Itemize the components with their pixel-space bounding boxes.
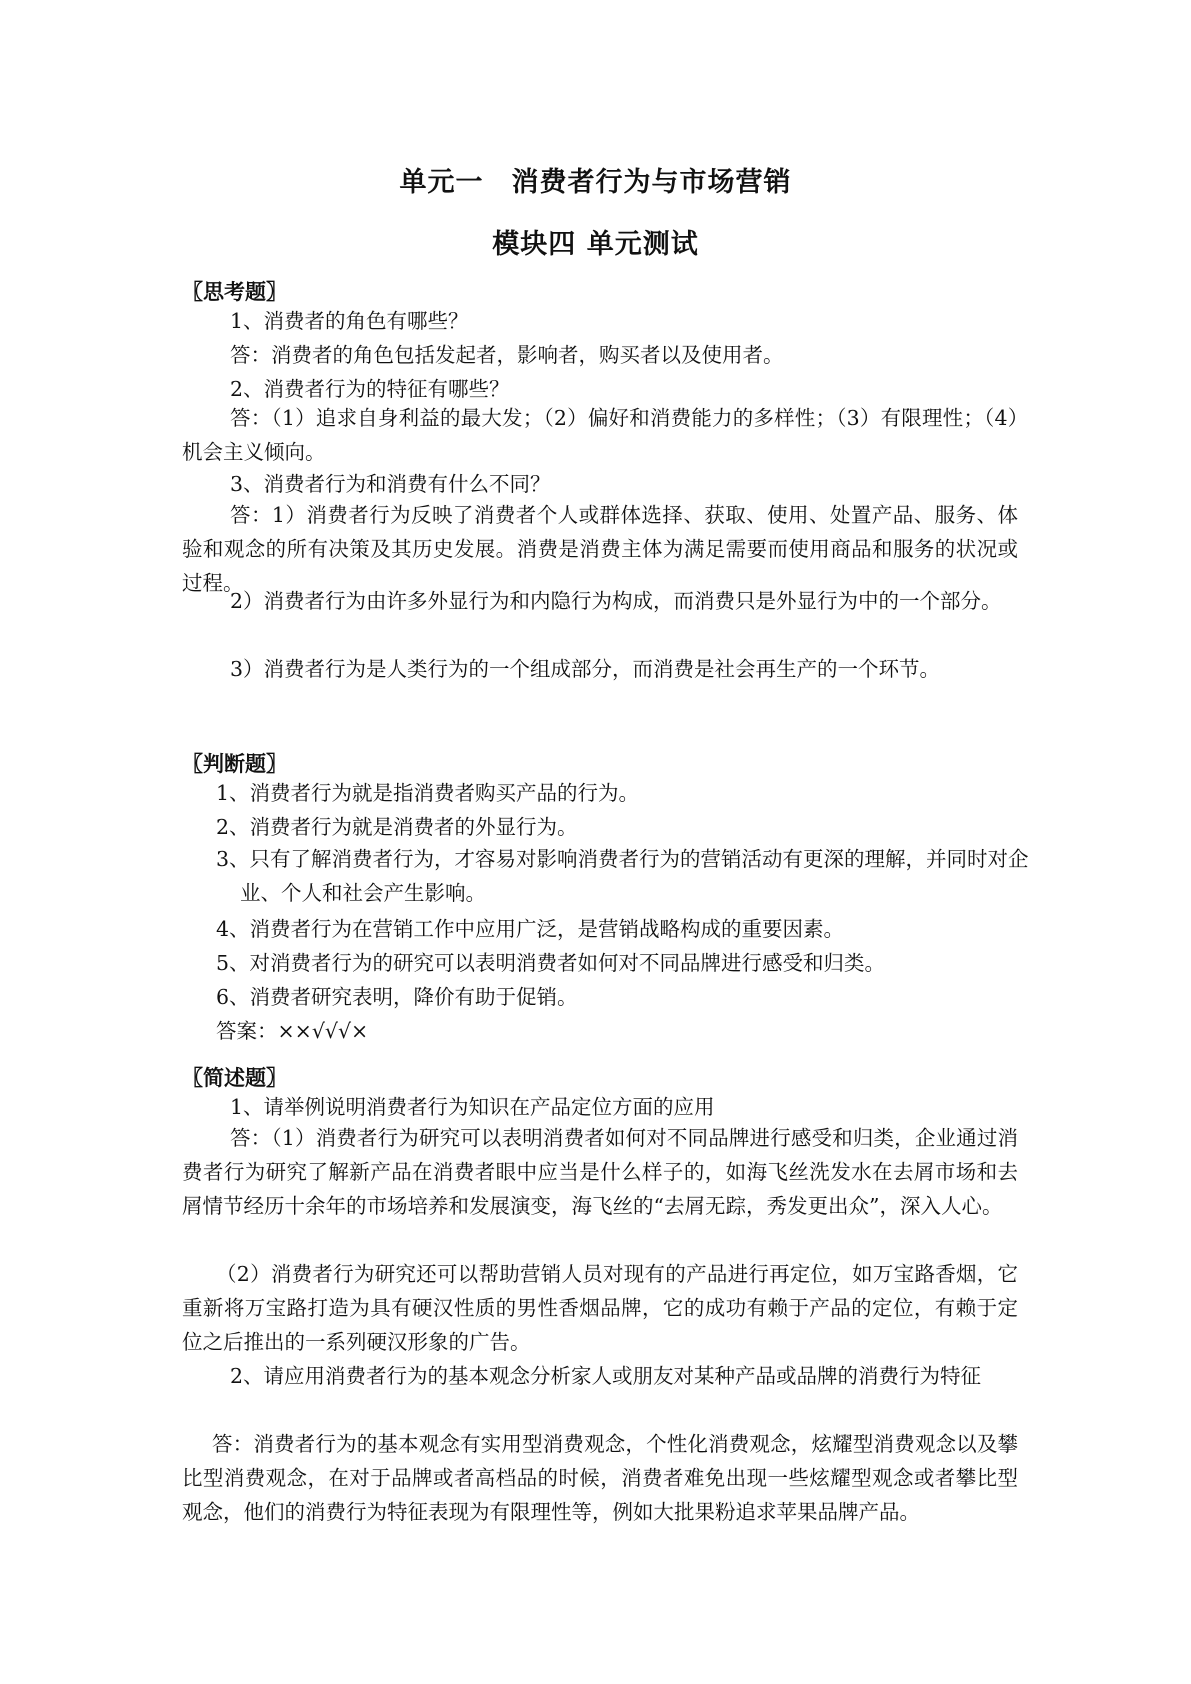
thinking-answer-3-part-3: 3）消费者行为是人类行为的一个组成部分，而消费是社会再生产的一个环节。 [230, 657, 941, 681]
short-answer-1-part-1: 答：（1）消费者行为研究可以表明消费者如何对不同品牌进行感受和归类，企业通过消费者行为研究了解新产品在消费者眼中应当是什么样子的，如海飞丝洗发水在去屑市场和去屑情节经历十余年的市场培养和发展演变，海飞丝的“去屑无踪，秀发更出众”，深入人心。 [182, 1126, 1018, 1218]
document-title: 单元一 消费者行为与市场营销 [399, 167, 792, 198]
judgement-item-6: 6、消费者研究表明，降价有助于促销。 [216, 985, 578, 1009]
section-heading-judgement: 〖判断题〗 [182, 752, 287, 776]
section-heading-thinking: 〖思考题〗 [182, 280, 287, 304]
short-question-1: 1、请举例说明消费者行为知识在产品定位方面的应用 [230, 1095, 715, 1119]
section-heading-short-answer: 〖简述题〗 [182, 1066, 287, 1090]
judgement-item-1: 1、消费者行为就是指消费者购买产品的行为。 [216, 781, 640, 805]
document-subtitle: 模块四 单元测试 [492, 229, 699, 260]
thinking-question-2: 2、消费者行为的特征有哪些？ [230, 377, 510, 401]
thinking-question-1: 1、消费者的角色有哪些？ [230, 309, 469, 333]
thinking-answer-2: 答：（1）追求自身利益的最大发；（2）偏好和消费能力的多样性；（3）有限理性；（4）机会主义倾向。 [182, 406, 1018, 464]
thinking-question-3: 3、消费者行为和消费有什么不同？ [230, 472, 551, 496]
short-answer-1-part-2: （2）消费者行为研究还可以帮助营销人员对现有的产品进行再定位，如万宝路香烟，它重新将万宝路打造为具有硬汉性质的男性香烟品牌，它的成功有赖于产品的定位，有赖于定位之后推出的一系列硬汉形象的广告。 [182, 1262, 1018, 1354]
thinking-answer-3-part-1: 答：1）消费者行为反映了消费者个人或群体选择、获取、使用、处置产品、服务、体验和观念的所有决策及其历史发展。消费是消费主体为满足需要而使用商品和服务的状况或过程。 [182, 503, 1018, 595]
judgement-item-4: 4、消费者行为在营销工作中应用广泛，是营销战略构成的重要因素。 [216, 917, 845, 941]
short-answer-2: 答：消费者行为的基本观念有实用型消费观念，个性化消费观念，炫耀型消费观念以及攀比型消费观念，在对于品牌或者高档品的时候，消费者难免出现一些炫耀型观念或者攀比型观念，他们的消费行为特征表现为有限理性等，例如大批果粉追求苹果品牌产品。 [182, 1432, 1018, 1524]
thinking-answer-1: 答：消费者的角色包括发起者，影响者，购买者以及使用者。 [230, 343, 784, 367]
judgement-item-2: 2、消费者行为就是消费者的外显行为。 [216, 815, 578, 839]
thinking-answer-3-part-2: 2）消费者行为由许多外显行为和内隐行为构成，而消费只是外显行为中的一个部分。 [230, 589, 1002, 613]
short-question-2: 2、请应用消费者行为的基本观念分析家人或朋友对某种产品或品牌的消费行为特征 [230, 1364, 982, 1388]
judgement-item-3: 3、只有了解消费者行为，才容易对影响消费者行为的营销活动有更深的理解，并同时对企业、个人和社会产生影响。 [216, 847, 1029, 905]
judgement-answer: 答案：××√√√× [216, 1019, 369, 1043]
judgement-item-5: 5、对消费者行为的研究可以表明消费者如何对不同品牌进行感受和归类。 [216, 951, 886, 975]
